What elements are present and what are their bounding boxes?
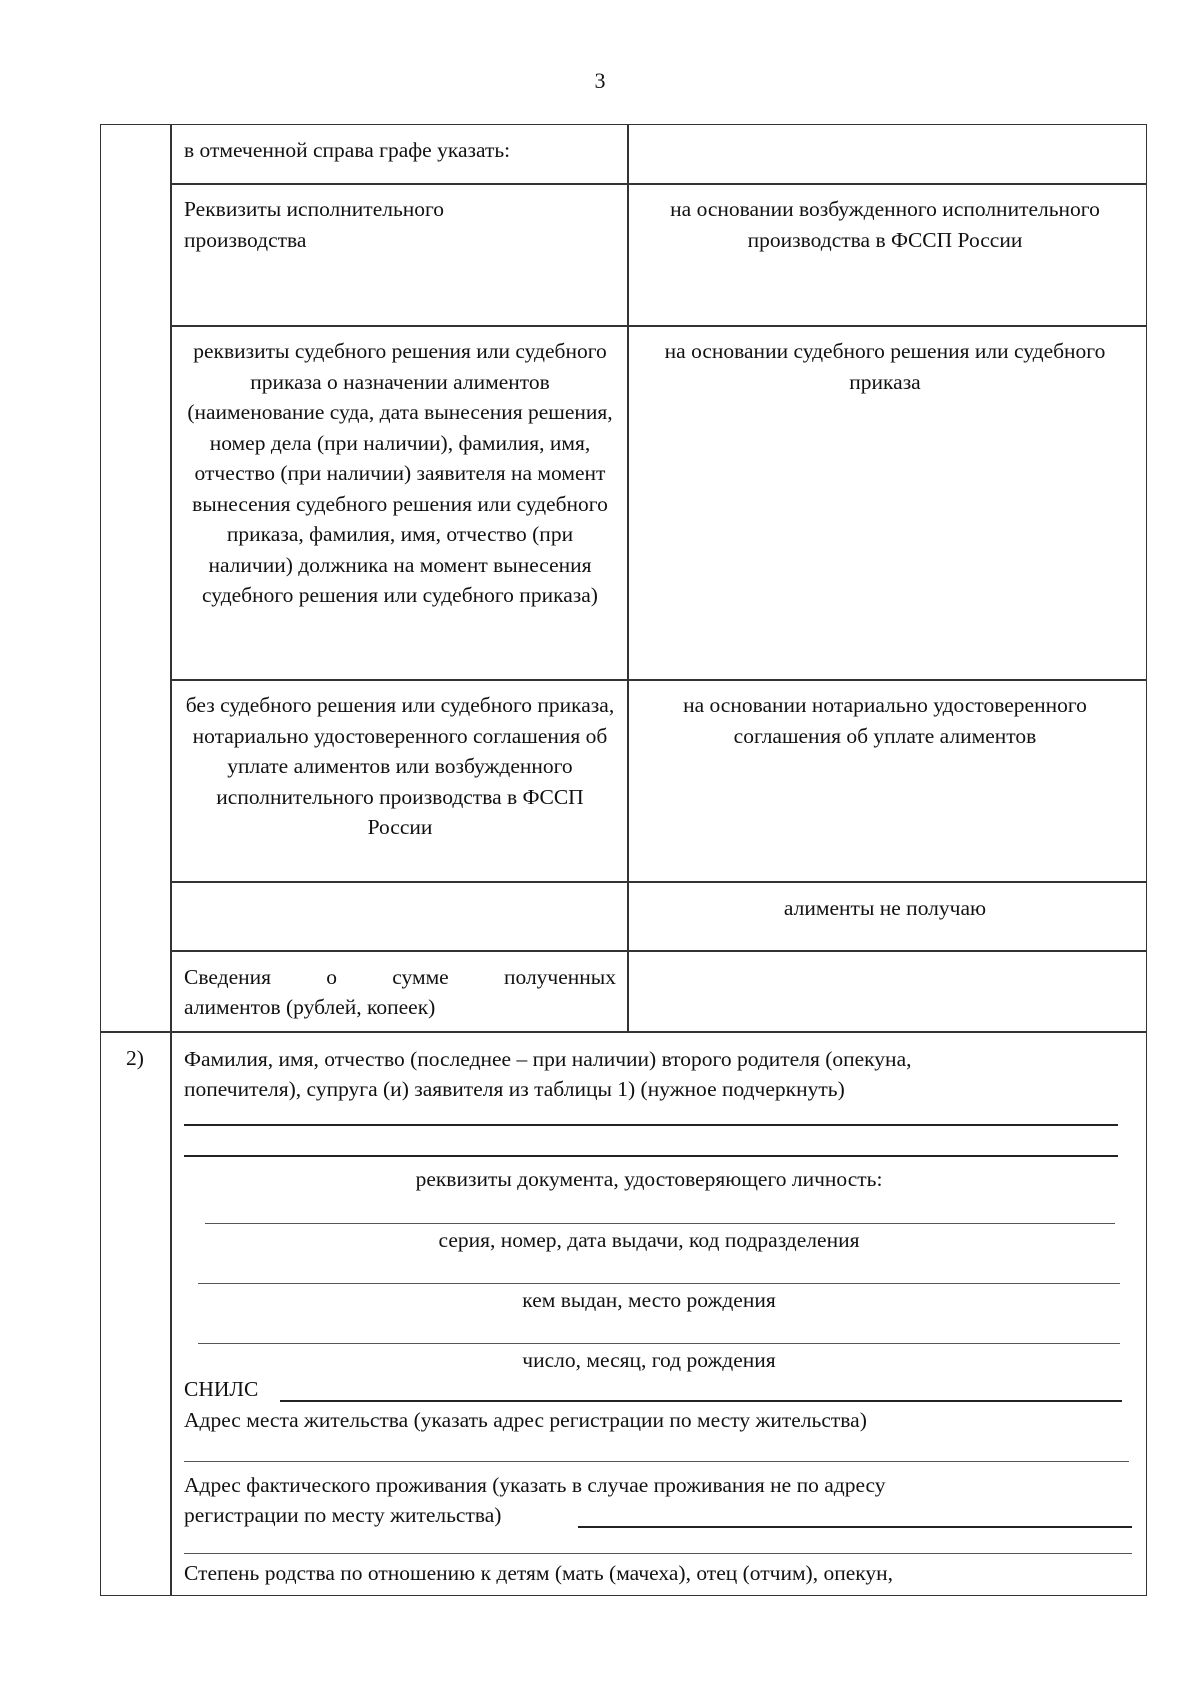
cell-execution-requisites: Реквизиты исполнительного производства	[184, 197, 445, 252]
snils-label: СНИЛС	[184, 1377, 259, 1401]
row-divider	[170, 881, 1147, 883]
issued-caption: кем выдан, место рождения	[522, 1288, 776, 1312]
cell-court-requisites: реквизиты судебного решения или судебного приказа о назначении алиментов (наименование суда, дата вынесения решения, номер дела (при наличии), фамилия, имя, отчество (при наличии) заявителя на момент вынесения судебного решения или судебного приказа, фамилия, имя, отчество (при наличии) должника на момент вынесения судебного решения или судебного приказа)	[187, 339, 613, 607]
actual-address-input-line-2[interactable]	[184, 1553, 1132, 1554]
residence-input-line[interactable]	[184, 1461, 1129, 1462]
series-input-line[interactable]	[205, 1223, 1115, 1224]
dob-caption: число, месяц, год рождения	[522, 1348, 776, 1372]
row-divider	[170, 325, 1147, 327]
cell-option-execution[interactable]: на основании возбужденного исполнительного производства в ФССП России	[670, 197, 1100, 252]
cell-option-no-alimony[interactable]: алименты не получаю	[783, 896, 987, 920]
row-divider	[170, 679, 1147, 681]
page-number: 3	[594, 68, 606, 93]
doc-requisites-caption: реквизиты документа, удостоверяющего личность:	[415, 1167, 883, 1191]
cell-option-court[interactable]: на основании судебного решения или судебного приказа	[664, 339, 1106, 394]
residence-label: Адрес места жительства (указать адрес регистрации по месту жительства)	[184, 1408, 867, 1432]
cell-alimony-sum-label-1: Сведения о сумме полученных	[184, 965, 616, 989]
section-number: 2)	[126, 1046, 144, 1070]
actual-address-line2: регистрации по месту жительства)	[184, 1503, 502, 1527]
actual-address-input-line-1[interactable]	[578, 1526, 1132, 1528]
fio-input-line-1[interactable]	[184, 1124, 1118, 1126]
fio-label-line2: попечителя), супруга (и) заявителя из таблицы 1) (нужное подчеркнуть)	[184, 1077, 845, 1101]
cell-no-court: без судебного решения или судебного приказа, нотариально удостоверенного соглашения об уплате алиментов или возбужденного исполнительного производства в ФССП России	[185, 693, 615, 839]
fio-label-line1: Фамилия, имя, отчество (последнее – при наличии) второго родителя (опекуна,	[184, 1047, 912, 1071]
cell-instruction: в отмеченной справа графе указать:	[184, 138, 511, 162]
row-divider	[170, 183, 1147, 185]
column-divider-right	[627, 124, 629, 1031]
cell-option-notarial[interactable]: на основании нотариально удостоверенного соглашения об уплате алиментов	[683, 693, 1087, 748]
snils-input-line[interactable]	[280, 1400, 1122, 1402]
cell-alimony-sum-label-2: алиментов (рублей, копеек)	[184, 995, 436, 1019]
alimony-sum-field[interactable]	[630, 952, 1145, 1030]
series-caption: серия, номер, дата выдачи, код подразделения	[438, 1228, 860, 1252]
actual-address-line1: Адрес фактического проживания (указать в случае проживания не по адресу	[184, 1473, 886, 1497]
section-divider	[100, 1031, 1147, 1033]
fio-input-line-2[interactable]	[184, 1155, 1118, 1157]
column-divider-number	[170, 124, 172, 1596]
issued-input-line[interactable]	[198, 1283, 1120, 1284]
dob-input-line[interactable]	[198, 1343, 1120, 1344]
kinship-label: Степень родства по отношению к детям (мать (мачеха), отец (отчим), опекун,	[184, 1561, 894, 1585]
